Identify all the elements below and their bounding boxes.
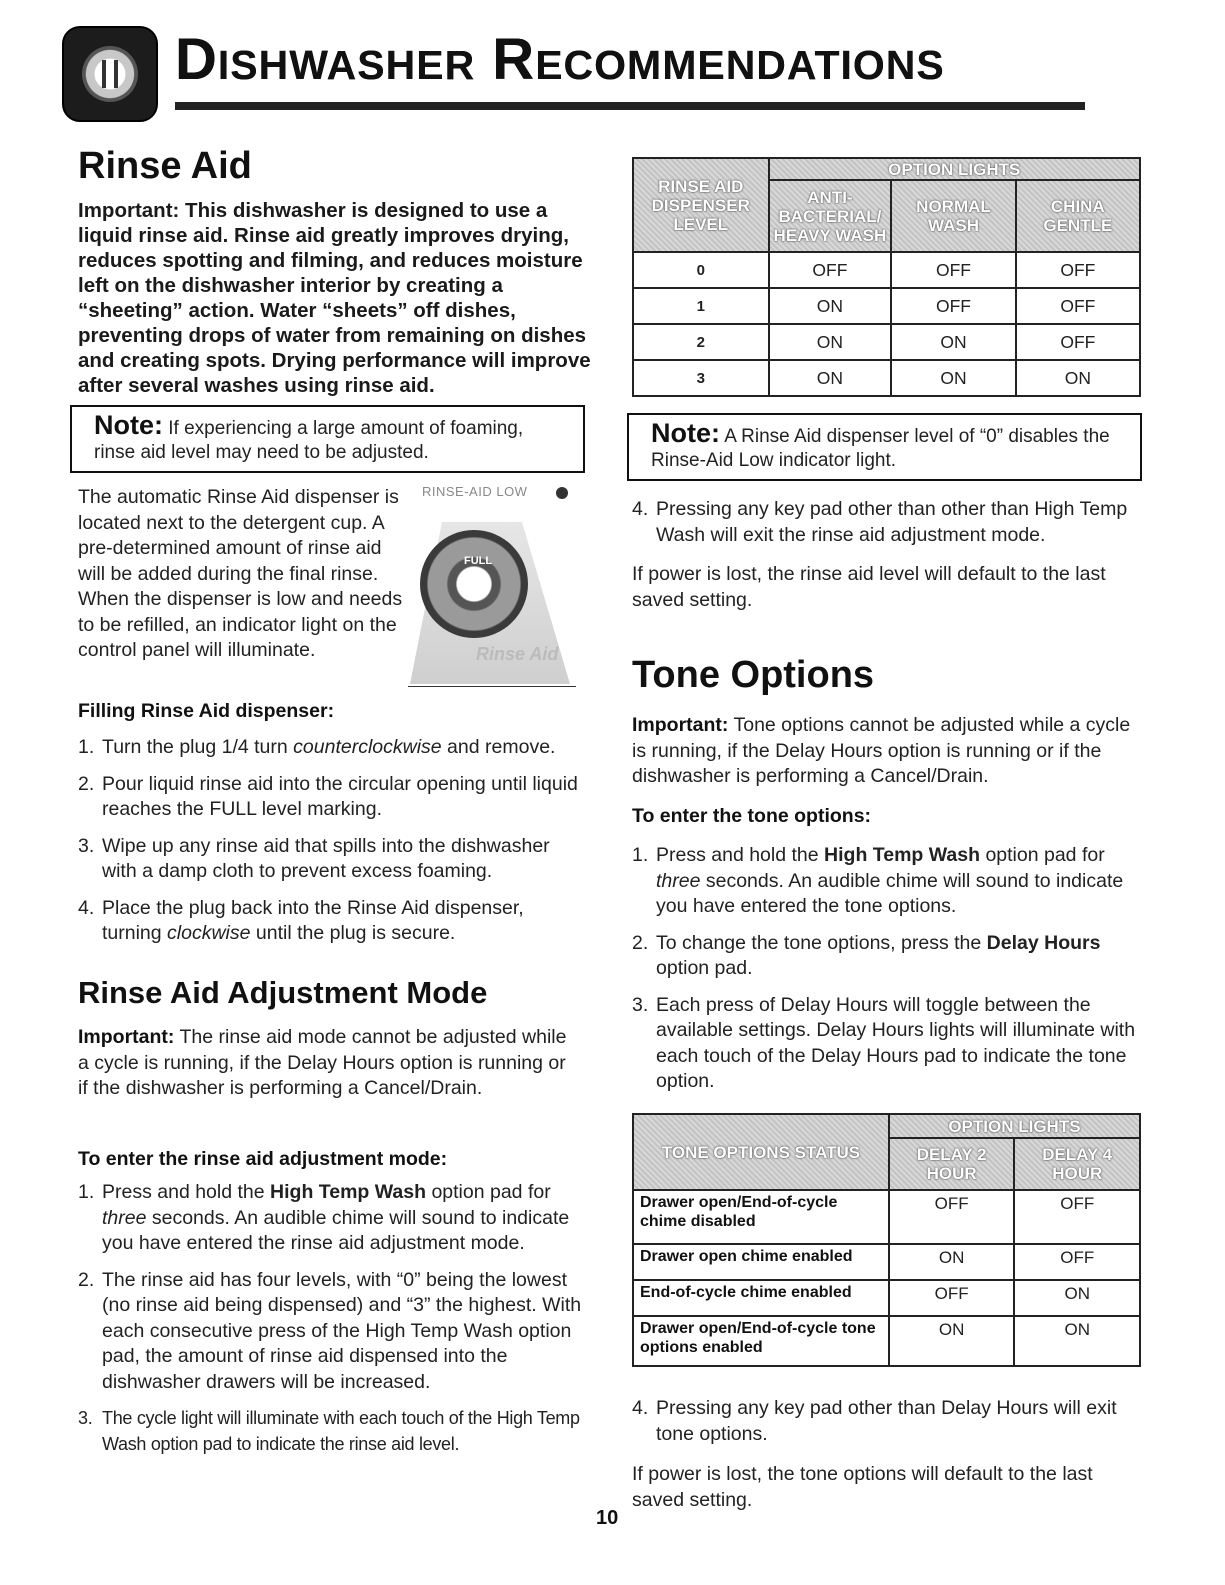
- list-item: 4. Pressing any key pad other than other than High Temp Wash will exit the rinse aid adjustment mode.: [632, 498, 1128, 546]
- adjustment-steps: [78, 1180, 588, 1468]
- rinse-aid-level-table: [632, 157, 1141, 397]
- tone-steps-continued: [632, 1396, 1142, 1458]
- table-row: 3 ON ON ON: [633, 360, 1140, 396]
- table-row: End-of-cycle chime enabled OFF ON: [633, 1280, 1140, 1316]
- col-delay-2-hour: DELAY 2 HOUR: [889, 1138, 1015, 1190]
- title-rule: [175, 102, 1085, 110]
- figure-rule: [408, 686, 576, 687]
- list-item: 1. Turn the plug 1/4 turn counterclockwise and remove.: [78, 736, 556, 758]
- list-item: 2. To change the tone options, press the Delay Hours option pad.: [632, 931, 1101, 979]
- table-row: Drawer open/End-of-cycle tone options enabled ON ON: [633, 1316, 1140, 1366]
- list-item: 3. Each press of Delay Hours will toggle between the available settings. Delay Hours lights will illuminate with each touch of the Delay Hours pad to indicate the tone option.: [632, 993, 1136, 1092]
- filling-steps: [78, 735, 588, 958]
- tone-steps: [632, 843, 1142, 1106]
- rinse-aid-important: Important: This dishwasher is designed to use a liquid rinse aid. Rinse aid greatly improves drying, reduces spotting and filming, and reduces moisture left on the dishwasher interior by creating a “sheeting” action. Water “sheets” off dishes, preventing drops of water from remaining on dishes and creating spots. Drying performance will improve after several washes using rinse aid.: [78, 199, 591, 397]
- note-level-zero: [627, 413, 1142, 481]
- full-mark-label: FULL: [464, 555, 493, 567]
- col-delay-4-hour: DELAY 4 HOUR: [1014, 1138, 1140, 1190]
- rinse-aid-dispenser-illustration: [398, 482, 578, 692]
- dispenser-cap-icon: [420, 530, 528, 638]
- col-anti-bacterial: ANTI-BACTERIAL/ HEAVY WASH: [769, 180, 892, 252]
- rinse-aid-heading: Rinse Aid: [78, 145, 252, 187]
- table-row: Drawer open chime enabled ON OFF: [633, 1244, 1140, 1280]
- list-item: 2. The rinse aid has four levels, with “0” being the lowest (no rinse aid being dispensed) and “3” the highest. With each consecutive press of the High Temp Wash option pad, the amount of rinse aid dispensed into the dishwasher drawers will be increased.: [78, 1268, 582, 1393]
- list-item: 4. Pressing any key pad other than Delay Hours will exit tone options.: [632, 1397, 1117, 1445]
- note-label: Note:: [651, 418, 720, 448]
- table-row: Drawer open/End-of-cycle chime disabled OFF OFF: [633, 1190, 1140, 1244]
- tone-important: Important: Tone options cannot be adjusted while a cycle is running, if the Delay Hours option is running or if the dishwasher is performing a Cancel/Drain.: [632, 714, 1131, 787]
- col-normal-wash: NORMAL WASH: [891, 180, 1015, 252]
- filling-heading: Filling Rinse Aid dispenser:: [78, 700, 335, 722]
- auto-dispenser-paragraph: The automatic Rinse Aid dispenser is located next to the detergent cup. A pre-determined amount of rinse aid will be added during the final rinse. When the dispenser is low and needs to be refilled, an indicator light on the control panel will illuminate.: [78, 486, 403, 661]
- list-item: 3. The cycle light will illuminate with each touch of the High Temp Wash option pad to indicate the rinse aid level.: [78, 1408, 580, 1454]
- tone-power-lost: If power is lost, the tone options will default to the last saved setting.: [632, 1463, 1093, 1511]
- enter-tone-heading: To enter the tone options:: [632, 805, 872, 827]
- rinse-power-lost: If power is lost, the rinse aid level will default to the last saved setting.: [632, 563, 1106, 611]
- list-item: 1. Press and hold the High Temp Wash option pad for three seconds. An audible chime will sound to indicate you have entered the tone options.: [632, 844, 1124, 917]
- rinse-aid-low-label: RINSE-AID LOW: [422, 484, 528, 499]
- table-row: 2 ON ON OFF: [633, 324, 1140, 360]
- table-row: 0 OFF OFF OFF: [633, 252, 1140, 288]
- adjustment-mode-heading: Rinse Aid Adjustment Mode: [78, 975, 488, 1010]
- col-china-gentle: CHINA GENTLE: [1016, 180, 1140, 252]
- list-item: 3. Wipe up any rinse aid that spills into the dishwasher with a damp cloth to prevent excess foaming.: [78, 834, 550, 882]
- list-item: 4. Place the plug back into the Rinse Aid dispenser, turning clockwise until the plug is secure.: [78, 896, 524, 944]
- dishwasher-logo-icon: [62, 26, 158, 122]
- adjustment-steps-continued: [632, 497, 1142, 559]
- col-dispenser-level: RINSE AID DISPENSER LEVEL: [633, 158, 769, 252]
- enter-adjustment-heading: To enter the rinse aid adjustment mode:: [78, 1148, 448, 1170]
- note-label: Note:: [94, 410, 163, 440]
- col-option-lights: OPTION LIGHTS: [889, 1114, 1140, 1138]
- tone-options-table: [632, 1113, 1141, 1367]
- col-tone-status: TONE OPTIONS STATUS: [633, 1114, 889, 1190]
- list-item: 2. Pour liquid rinse aid into the circular opening until liquid reaches the FULL level marking.: [78, 772, 578, 820]
- list-item: 1. Press and hold the High Temp Wash option pad for three seconds. An audible chime will sound to indicate you have entered the rinse aid adjustment mode.: [78, 1181, 570, 1254]
- page-number: 10: [596, 1507, 619, 1529]
- dispenser-label: Rinse Aid: [476, 644, 559, 664]
- note-foaming: [70, 405, 585, 473]
- adjustment-important: Important: The rinse aid mode cannot be adjusted while a cycle is running, if the Delay Hours option is running or if the dishwasher is performing a Cancel/Drain.: [78, 1026, 567, 1099]
- note-text: A Rinse Aid dispenser level of “0” disables the Rinse-Aid Low indicator light.: [651, 426, 1110, 471]
- col-option-lights: OPTION LIGHTS: [769, 158, 1140, 180]
- note-text: If experiencing a large amount of foaming, rinse aid level may need to be adjusted.: [94, 418, 524, 463]
- page-title: Dishwasher Recommendations: [175, 27, 945, 92]
- tone-options-heading: Tone Options: [632, 654, 875, 696]
- table-row: 1 ON OFF OFF: [633, 288, 1140, 324]
- indicator-light-icon: [556, 487, 568, 499]
